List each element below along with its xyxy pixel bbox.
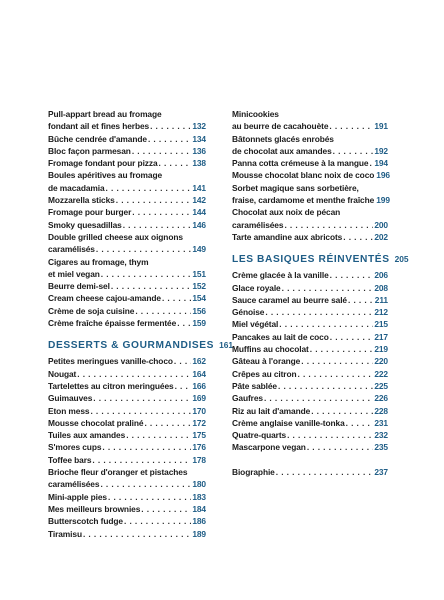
dot-leader — [93, 392, 191, 404]
index-entry — [232, 108, 388, 133]
entry-row — [232, 331, 388, 343]
entry-row — [48, 268, 206, 280]
entry-row — [232, 294, 388, 306]
page-number: 136 — [192, 145, 206, 156]
entry-title: Crème de soja cuisine — [48, 305, 135, 316]
page-number: 200 — [374, 219, 388, 230]
entry-title: Guimauves — [48, 393, 93, 404]
entry-title: caramélisées — [48, 479, 100, 490]
entry-title: Toffee bars — [48, 454, 92, 465]
entry-title-line: Pull-appart bread au fromage — [48, 109, 162, 119]
entry-title: Crème anglaise vanille-tonka — [232, 417, 345, 428]
page-number: 134 — [192, 133, 206, 144]
index-entry — [232, 282, 388, 294]
index-entry — [232, 331, 388, 343]
index-entry — [48, 292, 206, 304]
index-entry — [232, 380, 388, 392]
entry-title: au beurre de cacahouète — [232, 121, 329, 132]
page-number: 180 — [192, 479, 206, 490]
page-number: 141 — [192, 182, 206, 193]
page-number: 162 — [192, 356, 206, 367]
dot-leader — [330, 331, 374, 343]
page-number: 237 — [374, 466, 388, 477]
page-number: 228 — [374, 405, 388, 416]
page-number: 199 — [376, 195, 390, 206]
dot-leader — [265, 306, 373, 318]
dot-leader — [90, 405, 191, 417]
index-entry — [232, 368, 388, 380]
index-entry — [48, 219, 206, 231]
entry-title: Muffins au chocolat — [232, 344, 309, 355]
entry-title: Eton mess — [48, 405, 90, 416]
page-number: 170 — [192, 405, 206, 416]
entry-row — [232, 231, 388, 243]
entry-row — [48, 145, 206, 157]
index-entry — [48, 157, 206, 169]
entry-title: Miel végétal — [232, 319, 279, 330]
entry-row — [232, 219, 388, 231]
entry-title: Crème glacée à la vanille — [232, 270, 329, 281]
entry-title: Tuiles aux amandes — [48, 430, 126, 441]
index-entry — [48, 454, 206, 466]
entry-title-line: Sorbet magique sans sorbetière, — [232, 182, 359, 193]
page-number: 231 — [374, 417, 388, 428]
dot-leader — [287, 429, 373, 441]
section-title: DESSERTS & GOURMANDISES — [48, 340, 215, 352]
dot-leader — [106, 182, 192, 194]
page-number: 192 — [374, 145, 388, 156]
entry-row — [232, 405, 388, 417]
entry-title-line: Brioche fleur d'oranger et pistaches — [48, 467, 188, 478]
entry-title: Panna cotta crémeuse à la mangue — [232, 158, 369, 169]
page-number: 169 — [192, 393, 206, 404]
dot-leader — [100, 478, 191, 490]
entry-title: S'mores cups — [48, 442, 102, 453]
index-entry — [48, 145, 206, 157]
entry-title: Sauce caramel au beurre salé — [232, 294, 347, 305]
right-column — [232, 108, 409, 478]
page-number: 175 — [192, 430, 206, 441]
dot-leader — [311, 405, 373, 417]
entry-row — [232, 355, 388, 367]
entry-title: Mousse chocolat blanc noix de coco — [232, 170, 375, 181]
section-heading-desserts — [48, 338, 234, 353]
dot-leader — [343, 231, 373, 243]
entry-row — [232, 392, 388, 404]
index-entry — [48, 405, 206, 417]
entry-title: Petites meringues vanille-choco — [48, 356, 173, 367]
index-entry — [48, 256, 206, 281]
index-entry — [232, 133, 388, 158]
page-number: 235 — [374, 442, 388, 453]
index-entry — [232, 318, 388, 330]
index-entry — [48, 503, 206, 515]
dot-leader — [150, 120, 191, 132]
dot-leader — [278, 380, 373, 392]
entry-title: Riz au lait d'amande — [232, 405, 311, 416]
page-number: 154 — [192, 293, 206, 304]
page-number: 212 — [374, 307, 388, 318]
page-number: 183 — [192, 491, 206, 502]
dot-leader — [301, 355, 373, 367]
index-entry — [48, 133, 206, 145]
entry-title: fraise, cardamome et menthe fraîche — [232, 195, 375, 206]
page-number: 159 — [192, 318, 206, 329]
entry-row — [232, 343, 388, 355]
index-entry — [48, 515, 206, 527]
index-entry — [232, 206, 388, 231]
section-page-number: 161 — [219, 340, 234, 351]
page-number: 166 — [192, 380, 206, 391]
recipe-list — [48, 355, 206, 539]
entry-title: Crème fraîche épaisse fermentée — [48, 318, 177, 329]
dot-leader — [276, 466, 374, 478]
entry-title: caramélisés — [48, 244, 95, 255]
dot-leader — [126, 429, 191, 441]
dot-leader — [162, 292, 191, 304]
entry-row — [232, 306, 388, 318]
entry-row — [232, 380, 388, 392]
page-number: 176 — [192, 442, 206, 453]
index-entry — [48, 108, 206, 133]
page-number: 164 — [192, 368, 206, 379]
index-entry — [48, 280, 206, 292]
index-entry — [48, 528, 206, 540]
section-title: LES BASIQUES RÉINVENTÉS — [232, 254, 390, 266]
entry-title: Tartelettes au citron meringuées — [48, 380, 174, 391]
recipe-list — [232, 108, 388, 243]
index-entry — [48, 380, 206, 392]
dot-leader — [174, 355, 191, 367]
entry-title-line: Cigares au fromage, thym — [48, 256, 149, 267]
page-number: 225 — [374, 380, 388, 391]
entry-title: Biographie — [232, 466, 275, 477]
dot-leader — [333, 145, 374, 157]
entry-title: Bûche cendrée d'amande — [48, 133, 147, 144]
entry-title: Gaufres — [232, 393, 263, 404]
index-entry — [232, 294, 388, 306]
entry-title: Crêpes au citron — [232, 368, 297, 379]
dot-leader — [123, 219, 192, 231]
entry-row — [48, 182, 206, 194]
index-entry — [232, 466, 388, 478]
entry-row — [48, 454, 206, 466]
dot-leader — [83, 528, 191, 540]
page-number: 222 — [374, 368, 388, 379]
index-entry — [232, 343, 388, 355]
index-entry — [232, 182, 388, 207]
entry-title: de macadamia — [48, 182, 105, 193]
entry-row — [232, 169, 388, 181]
index-entry — [232, 355, 388, 367]
entry-title: Tarte amandine aux abricots — [232, 231, 343, 242]
dot-leader — [159, 157, 192, 169]
entry-title: Mousse chocolat praliné — [48, 417, 144, 428]
entry-row — [48, 243, 206, 255]
entry-row — [48, 292, 206, 304]
index-entry — [232, 417, 388, 429]
entry-title: Gâteau à l'orange — [232, 356, 301, 367]
dot-leader — [346, 417, 374, 429]
entry-row — [232, 368, 388, 380]
entry-row — [48, 503, 206, 515]
dot-leader — [101, 268, 192, 280]
entry-row — [48, 280, 206, 292]
page-number: 189 — [192, 528, 206, 539]
entry-title-line: Minicookies — [232, 109, 279, 119]
index-entry — [48, 491, 206, 503]
page-number: 232 — [374, 430, 388, 441]
dot-leader — [92, 454, 191, 466]
entry-row — [232, 120, 388, 132]
page-number: 132 — [192, 121, 206, 132]
entry-title: Fromage fondant pour pizza — [48, 158, 158, 169]
entry-title: Smoky quesadillas — [48, 219, 122, 230]
index-entry — [232, 306, 388, 318]
entry-title: Glace royale — [232, 282, 281, 293]
recipe-list — [48, 108, 206, 329]
index-entry — [232, 441, 388, 453]
entry-row — [48, 206, 206, 218]
index-entry — [48, 355, 206, 367]
entry-row — [48, 528, 206, 540]
entry-row — [232, 417, 388, 429]
entry-title: caramélisées — [232, 219, 284, 230]
page-number: 211 — [374, 294, 388, 305]
entry-title: Quatre-quarts — [232, 430, 287, 441]
dot-leader — [330, 269, 374, 281]
dot-leader — [175, 380, 192, 392]
index-entry — [48, 441, 206, 453]
dot-leader — [135, 305, 191, 317]
page-number: 219 — [374, 344, 388, 355]
dot-leader — [102, 441, 191, 453]
dot-leader — [307, 441, 374, 453]
page-number: 146 — [192, 219, 206, 230]
entry-row — [232, 466, 388, 478]
entry-row — [48, 368, 206, 380]
index-entry — [48, 206, 206, 218]
entry-title: de chocolat aux amandes — [232, 145, 332, 156]
page-number: 184 — [192, 503, 206, 514]
entry-title-line: Chocolat aux noix de pécan — [232, 207, 341, 218]
recipe-list — [232, 466, 388, 478]
entry-title: Mes meilleurs brownies — [48, 503, 141, 514]
index-entry — [232, 269, 388, 281]
entry-row — [232, 429, 388, 441]
entry-row — [232, 318, 388, 330]
entry-title-line: Boules apéritives au fromage — [48, 170, 163, 181]
page-number: 156 — [192, 305, 206, 316]
entry-row — [48, 305, 206, 317]
index-entry — [48, 392, 206, 404]
entry-row — [48, 392, 206, 404]
entry-title-line: Bâtonnets glacés enrobés — [232, 133, 334, 144]
dot-leader — [132, 145, 192, 157]
dot-leader — [348, 294, 374, 306]
dot-leader — [124, 515, 191, 527]
dot-leader — [284, 219, 373, 231]
page-number: 144 — [192, 207, 206, 218]
dot-leader — [108, 491, 191, 503]
entry-row — [48, 219, 206, 231]
dot-leader — [310, 343, 374, 355]
dot-leader — [148, 133, 191, 145]
entry-title: fondant ail et fines herbes — [48, 121, 150, 132]
dot-leader — [369, 157, 373, 169]
dot-leader — [329, 120, 373, 132]
entry-row — [48, 120, 206, 132]
dot-leader — [132, 206, 191, 218]
page-number: 151 — [192, 268, 206, 279]
entry-row — [232, 145, 388, 157]
page-number: 152 — [192, 281, 206, 292]
entry-row — [48, 491, 206, 503]
dot-leader — [279, 318, 373, 330]
entry-title-line: Double grilled cheese aux oignons — [48, 231, 183, 242]
recipe-list — [232, 269, 388, 453]
entry-title: Pâte sablée — [232, 380, 277, 391]
page-number: 194 — [374, 158, 388, 169]
index-entry — [48, 417, 206, 429]
entry-row — [48, 429, 206, 441]
entry-title: et miel vegan — [48, 268, 100, 279]
entry-title: Mini-apple pies — [48, 491, 107, 502]
page-number: 149 — [192, 244, 206, 255]
page-number: 208 — [374, 282, 388, 293]
page-number: 220 — [374, 356, 388, 367]
dot-leader — [77, 368, 191, 380]
entry-row — [232, 269, 388, 281]
entry-row — [48, 355, 206, 367]
page-number: 206 — [374, 270, 388, 281]
index-entry — [48, 368, 206, 380]
entry-row — [48, 441, 206, 453]
index-entry — [232, 231, 388, 243]
index-entry — [232, 392, 388, 404]
entry-row — [232, 441, 388, 453]
page-number: 186 — [192, 516, 206, 527]
entry-title: Pancakes au lait de coco — [232, 331, 329, 342]
index-entry — [232, 405, 388, 417]
dot-leader — [264, 392, 373, 404]
page-number: 172 — [192, 417, 206, 428]
page-number: 142 — [192, 195, 206, 206]
entry-title: Tiramisu — [48, 528, 82, 539]
entry-row — [48, 317, 206, 329]
entry-row — [48, 478, 206, 490]
page-number: 191 — [374, 121, 388, 132]
entry-row — [48, 417, 206, 429]
entry-title: Bloc façon parmesan — [48, 145, 131, 156]
entry-row — [48, 380, 206, 392]
dot-leader — [111, 280, 192, 292]
entry-row — [232, 157, 388, 169]
index-entry — [48, 169, 206, 194]
page-number: 178 — [192, 454, 206, 465]
entry-title: Nougat — [48, 368, 77, 379]
page-number: 215 — [374, 319, 388, 330]
entry-row — [48, 515, 206, 527]
page-number: 138 — [192, 158, 206, 169]
entry-title: Génoise — [232, 307, 265, 318]
entry-title: Mozzarella sticks — [48, 195, 115, 206]
dot-leader — [282, 282, 374, 294]
entry-title: Mascarpone vegan — [232, 442, 306, 453]
page-number: 196 — [376, 170, 390, 181]
entry-row — [48, 133, 206, 145]
entry-row — [232, 194, 388, 206]
index-entry — [48, 194, 206, 206]
entry-row — [48, 157, 206, 169]
entry-row — [232, 282, 388, 294]
section-heading-basiques — [232, 252, 409, 267]
index-entry — [48, 317, 206, 329]
dot-leader — [96, 243, 191, 255]
section-page-number: 205 — [394, 254, 409, 265]
dot-leader — [116, 194, 192, 206]
index-entry — [48, 466, 206, 491]
entry-title: Fromage pour burger — [48, 207, 132, 218]
index-entry — [232, 169, 388, 181]
entry-title: Butterscotch fudge — [48, 516, 123, 527]
dot-leader — [177, 317, 191, 329]
index-entry — [48, 305, 206, 317]
index-entry — [232, 429, 388, 441]
page-number: 226 — [374, 393, 388, 404]
dot-leader — [144, 417, 191, 429]
dot-leader — [298, 368, 374, 380]
page-number: 217 — [374, 331, 388, 342]
index-entry — [48, 231, 206, 256]
entry-title: Cream cheese cajou-amande — [48, 293, 161, 304]
dot-leader — [141, 503, 191, 515]
entry-row — [48, 194, 206, 206]
left-column — [48, 108, 234, 540]
index-entry — [232, 157, 388, 169]
page-number: 202 — [374, 231, 388, 242]
index-entry — [48, 429, 206, 441]
entry-row — [48, 405, 206, 417]
entry-title: Beurre demi-sel — [48, 281, 110, 292]
